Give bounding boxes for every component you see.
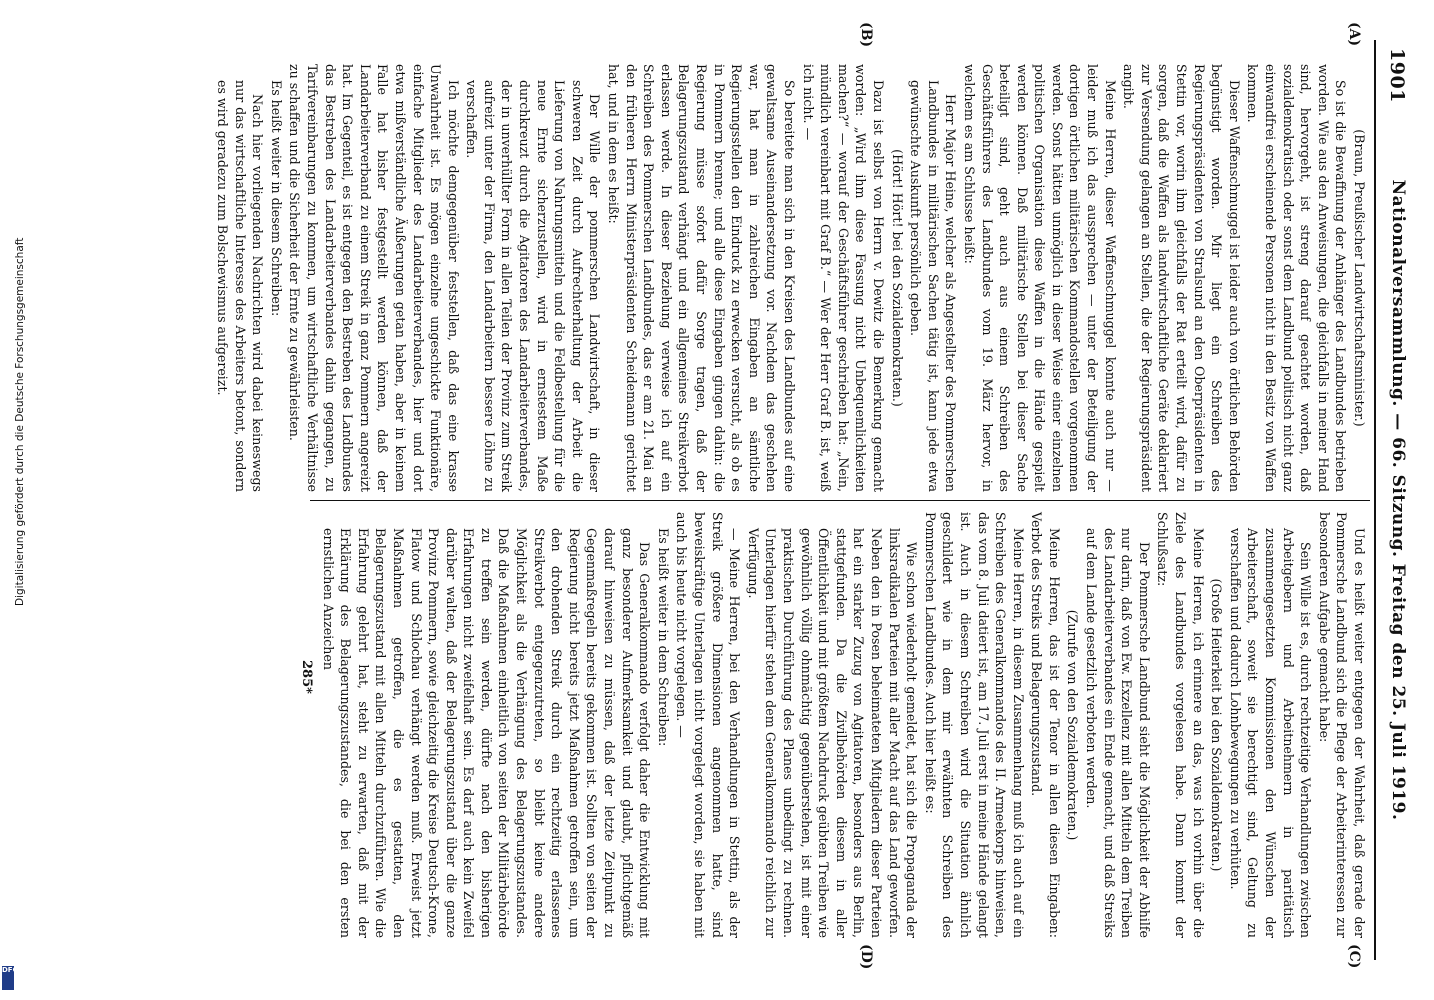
left-column <box>215 64 1368 492</box>
interjection: (Große Heiterkeit bei den Sozialdemokraten.) <box>1209 578 1225 872</box>
printer-signature: 285* <box>299 660 314 694</box>
paragraph: Meine Herren, das ist der Tenor in allen diesen Eingaben: Verbot des Streiks und Belagerungszustand. <box>1029 512 1062 938</box>
page-number: 1901 <box>1386 48 1408 103</box>
quotation: Sein Wille ist es, durch rechtzeitige Verhandlungen zwischen Arbeitgebern und Arbeitnehmern in paritätisch zusammengesetzten Kommissionen den Wünschen der Arbeiterschaft, soweit sie berechtigt sind, Geltung zu verschaffen und dadurch Lohnbewegungen zu verhüten. <box>1227 528 1314 938</box>
digitization-credit <box>0 0 26 1000</box>
quotation: Nach hier vorliegenden Nachrichten wird dabei keineswegs nur das wirtschaftliche Interesse des Arbeiters betont, sondern es wird geradezu zum Bolschewismus aufgereizt. <box>215 80 266 492</box>
quotation: Der Pommersche Landbund sieht die Möglichkeit der Abhilfe nur darin, daß von Ew. Exzellenz mit allen Mitteln dem Treiben des Landarbeiterverbandes ein Ende gemacht, und daß Streiks auf dem Lande gesetzlich verboten werden. <box>1084 528 1152 938</box>
paragraph: Es heißt weiter in diesem Schreiben: <box>268 80 284 317</box>
right-column <box>308 512 1368 938</box>
margin-letter-d: (D) <box>858 944 874 970</box>
margin-letter-a: (A) <box>1346 22 1362 47</box>
paragraph: Dieser Waffenschmuggel ist leider auch von örtlichen Behörden begünstigt worden. Mir liegt ein Schreiben des Regierungspräsidenten von Stralsund an den Oberpräsidenten in Stettin vor, worin ihm gleichfalls der Rat erteilt wird, dafür zu sorgen, daß die Waffen als landwirtschaftliche Geräte deklariert zur Versendung gelangen an Stellen, die der Regierungspräsident angibt. <box>1121 64 1242 492</box>
page-header <box>1378 40 1412 960</box>
credit-text: Digitalisierung gefördert durch die Deutsche Forschungsgemeinschaft <box>14 237 26 606</box>
paragraph: Meine Herren, in diesem Zusammenhang muß ich auch auf ein Schreiben des Generalkommandos des II. Armeekorps hinweisen, das vom 8. Juli datiert ist, am 17. Juli erst in meine Hände gelangt ist. Auch in diesem Schreiben wird die Situation ähnlich geschildert wie in dem mir erwähnten Schreiben des Pommerschen Landbundes. Auch hier heißt es: <box>922 512 1026 938</box>
quotation: Herr Major Heine, welcher als Angestellter des Pommerschen Landbundes in militärischen Sachen tätig ist, kann jede etwa gewünschte Auskunft persönlich geben. <box>908 80 959 492</box>
paragraph: Dazu ist selbst von Herrn v. Dewitz die Bemerkung gemacht worden: „Wird ihm diese Fassung nicht Unbequemlichkeiten machen?“ — worauf der Geschäftsführer geschrieben hat: „Nein, mündlich vereinbart mit Graf B.“ — Wer der Herr Graf B. ist, weiß ich nicht. — <box>800 64 886 492</box>
speaker-line: (Braun, Preußischer Landwirtschaftsminister.) <box>1352 129 1367 427</box>
quotation: Das Generalkommando verfolgt daher die Entwicklung mit ganz besonderer Aufmerksamkeit und glaubt, pflichtgemäß darauf hinweisen zu müssen, daß der letzte Zeitpunkt zu Gegenmaßregeln bereits gekommen ist. Sollten von seiten der Regierung nicht bereits jetzt Maßnahmen getroffen sein, um den drohenden Streik durch ein rechtzeitig erlassenes Streikverbot entgegenzutreten, so bleibt keine andere Möglichkeit als die Verhängung des Belagerungszustandes. Daß die Maßnahmen einheitlich von seiten der Militärbehörde zu treffen sein werden, dürfte nach den bisherigen Erfahrungen nicht zweifelhaft sein. Es darf auch kein Zweifel darüber walten, daß der Belagerungszustand über die ganze Provinz Pommern, sowie gleichzeitig die Kreise Deutsch-Krone, Flatow und Schlochau verhängt werden muß. Erweist jetzt Maßnahmen getroffen, die es gestatten, den Belagerungszustand mit allen Mitteln durchzuführen. Wie die Erfahrung gelehrt hat, steht zu erwarten, daß mit der Erklärung des Belagerungszustandes, die bei den ersten ernstlichen Anzeichen <box>320 528 653 938</box>
paragraph: — Meine Herren, bei den Verhandlungen in Stettin, als der Streik größere Dimensionen angenommen hatte, sind beweiskräftige Unterlagen nicht vorgelegt worden, sie haben mit auch bis heute nicht vorgelegen. — <box>674 512 743 938</box>
paragraph: Meine Herren, ich erinnere an das, was ich vorhin über die Ziele des Landbundes vorgelesen habe. Dann kommt der Schlußsatz: <box>1155 512 1206 938</box>
quotation: Wie schon wiederholt gemeldet, hat sich die Propaganda der linksradikalen Parteien mit aller Macht auf das Land geworfen. Neben den in Posen beheimateten Mitgliedern dieser Parteien hat ein starker Zuzug von Agitatoren, besonders aus Berlin, stattgefunden. Da die Zivilbehörden diesem in aller Öffentlichkeit und mit größtem Nachdruck geübten Treiben wie gewöhnlich völlig ohnmächtig gegenüberstehen, ist mit einer praktischen Durchführung des Planes unbedingt zu rechnen. Unterlagen hierfür stehen dem Generalkommando reichlich zur Verfügung. <box>745 528 920 938</box>
paragraph: So bereitete man sich in den Kreisen des Landbundes auf eine gewaltsame Auseinandersetzung vor. Nachdem das geschehen war, hat man in zahlreichen Eingaben an sämtliche Regierungsstellen den Eindruck zu erwecken versucht, als ob es in Pommern brenne; und alle diese Eingaben gingen dahin: die Regierung müsse sofort dafür Sorge tragen, daß der Belagerungszustand verhängt und ein allgemeines Streikverbot erlassen werde. In dieser Beziehung verweise ich auf ein Schreiben des Pommerschen Landbundes, das er am 21. Mai an den früheren Herrn Ministerpräsidenten Scheidemann gerichtet hat, und in dem es heißt: <box>606 64 797 492</box>
paragraph: Und es heißt weiter entgegen der Wahrheit, daß gerade der Pommersche Landbund sich die Pflege der Arbeiterinteressen zur besonderen Aufgabe gemacht habe: <box>1316 512 1367 938</box>
dfg-logo: DFG <box>2 966 14 990</box>
interjection: (Zurufe von den Sozialdemokraten.) <box>1065 609 1081 841</box>
paragraph: So ist die Bewaffnung der Anhänger des Landbundes betrieben worden. Wie aus den Anweisungen, die gleichfalls in meiner Hand sind, hervorgeht, ist streng darauf geachtet worden, daß sozialdemokratisch oder sonst dem Landbund politisch nicht ganz einwandfrei erscheinende Personen nicht in den Besitz von Waffen kommen. <box>1245 64 1349 492</box>
paragraph: Es heißt weiter in dem Schreiben: <box>655 528 671 747</box>
quotation: Der Wille der pommerschen Landwirtschaft, in dieser schweren Zeit durch Aufrechterhaltung der Arbeit die Lieferung von Nahrungsmitteln und die Feldbestellung für die neue Ernte sicherzustellen, wird in ernstestem Maße durchkreuzt durch die Agitatoren des Landarbeiterverbandes, der in unverhüllter Form in allen Teilen der Provinz zum Streik aufreizt unter der Firma, den Landarbeitern bessere Löhne zu verschaffen. <box>464 80 603 492</box>
margin-letter-c: (C) <box>1346 944 1362 969</box>
paragraph: Meine Herren, dieser Waffenschmuggel konnte auch nur — leider muß ich das aussprechen — unter der Beteiligung der dortigen örtlichen militärischen Kommandostellen vorgenommen werden. Sonst hätten unmöglich in dieser Weise einer einzelnen politischen Organisation diese Waffen in die Hände gespielt werden können. Daß militärische Stellen bei dieser Sache beteiligt sind, geht auch aus einem Schreiben des Geschäftsführers des Landbundes vom 19. März hervor, in welchem es am Schlusse heißt: <box>961 64 1118 492</box>
paragraph: Ich möchte demgegenüber feststellen, daß das eine krasse Unwahrheit ist. Es mögen einzelne ungeschickte Funktionäre, einfache Mitglieder des Landarbeiterverbandes, hier und dort etwa mißverständliche Äußerungen getan haben, aber in keinem Falle hat bisher festgestellt werden können, daß der Landarbeiterverband zu einem Streik in ganz Pommern angereizt hat. Im Gegenteil, es ist entgegen den Bestreben des Landbundes das Bestreben des Landarbeiterverbandes dahin gegangen, zu Tarifvereinbarungen zu kommen, um wirtschaftliche Verhältnisse zu schaffen und die Sicherheit der Ernte zu gewährleisten. <box>287 64 461 492</box>
header-rule <box>1374 40 1376 960</box>
interjection: (Hört! Hört! bei den Sozialdemokraten.) <box>889 149 905 407</box>
column-divider <box>310 500 1370 501</box>
margin-letter-b: (B) <box>858 22 874 48</box>
page-title: Nationalversammlung. — 66. Sitzung. Freitag den 25. Juli 1919. <box>1388 179 1408 821</box>
